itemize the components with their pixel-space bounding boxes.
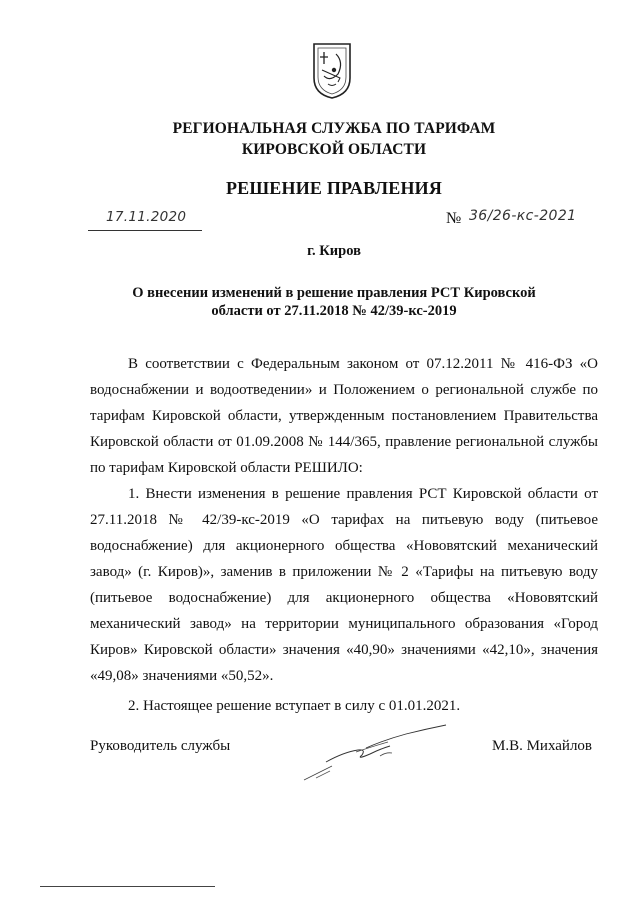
- document-number: 36/26-кс-2021: [469, 208, 577, 224]
- footer-rule: [40, 886, 215, 887]
- subject-line1: О внесении изменений в решение правления РСТ Кировской: [132, 285, 536, 301]
- date-underline: [88, 230, 202, 231]
- signatory-name: М.В. Михайлов: [492, 738, 593, 754]
- number-label: №: [446, 210, 462, 227]
- org-name-line1: РЕГИОНАЛЬНАЯ СЛУЖБА ПО ТАРИФАМ: [172, 120, 496, 137]
- signatory-role: Руководитель службы: [90, 738, 231, 754]
- body-paragraph-item-1: 1. Внести изменения в решение правления РСТ Кировской области от 27.11.2018 № 42/39-кс-2019 «О тарифах на питьевую воду (питьевое водоснабжение) для акционерного общества «Нововятский механический завод» (г. Киров)», заменив в приложении № 2 «Тарифы на питьевую воду (питьевое водоснабжение) для акционерного общества «Нововятский механический завод» на территории муниципального образования «Город Киров» Кировской области» значения «40,90» значениями «42,10», значения «49,08» значениями «50,52».: [90, 486, 598, 684]
- kirov-coat-of-arms-icon: [310, 40, 354, 100]
- body-paragraph-preamble: В соответствии с Федеральным законом от 07.12.2011 № 416-ФЗ «О водоснабжении и водоотведении» и Положением о региональной службе по тарифам Кировской области, утвержденным постановлением Правительства Кировской области от 01.09.2008 № 144/365, правление региональной службы по тарифам Кировской области РЕШИЛО:: [90, 356, 598, 476]
- document-date: 17.11.2020: [106, 209, 187, 225]
- document-title: РЕШЕНИЕ ПРАВЛЕНИЯ: [225, 178, 443, 198]
- city: г. Киров: [307, 243, 361, 259]
- org-name-line2: КИРОВСКОЙ ОБЛАСТИ: [241, 141, 427, 158]
- subject-line2: области от 27.11.2018 № 42/39-кс-2019: [211, 303, 457, 319]
- body-paragraph-item-2: 2. Настоящее решение вступает в силу с 01.01.2021.: [128, 698, 461, 714]
- document-body: [90, 351, 598, 719]
- handwritten-signature: [296, 722, 456, 788]
